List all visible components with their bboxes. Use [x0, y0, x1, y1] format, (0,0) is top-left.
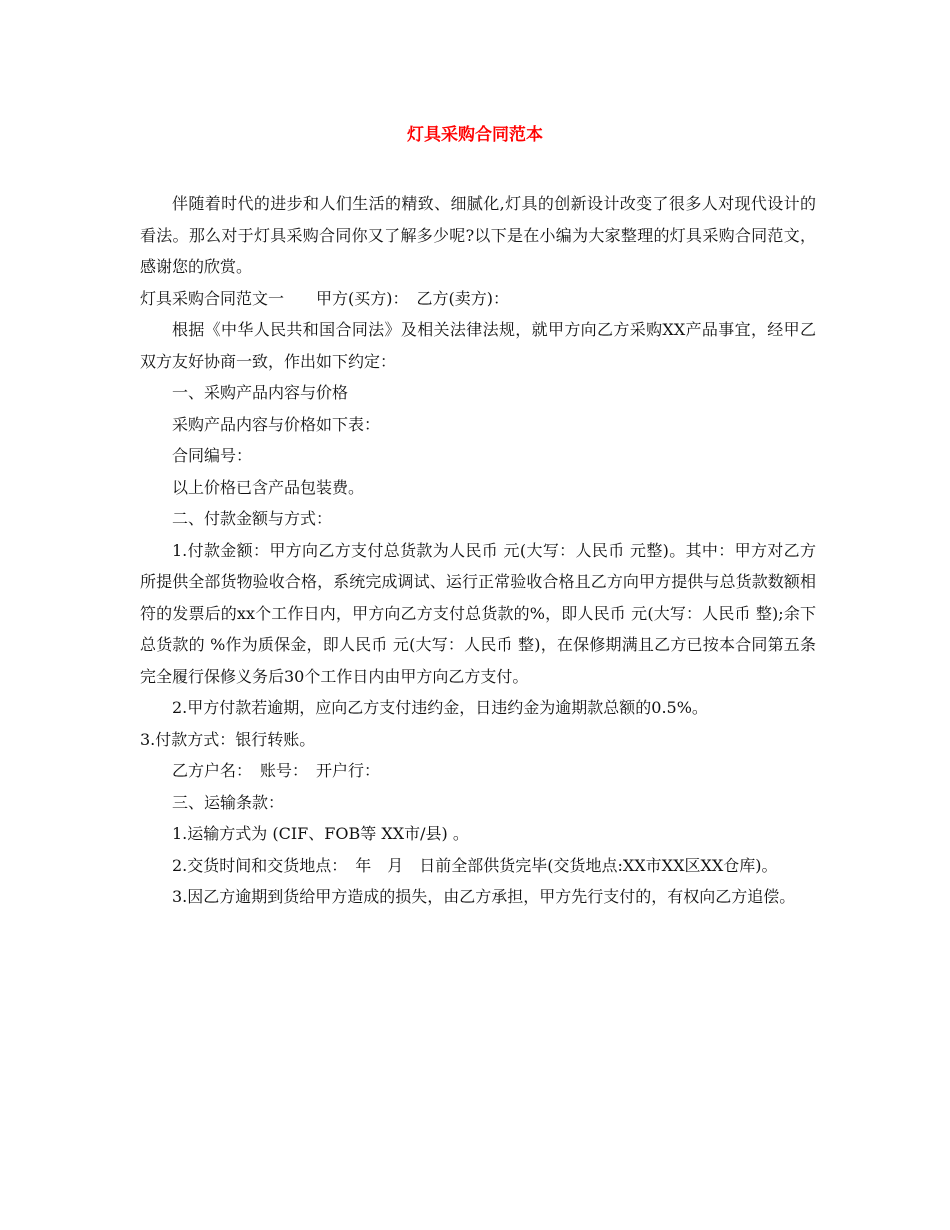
late-payment-clause: 2.甲方付款若逾期，应向乙方支付违约金，日违约金为逾期款总额的0.5%。 — [172, 698, 708, 717]
document-body — [140, 188, 816, 913]
contract-parties-line: 灯具采购合同范文一 甲方(买方)： 乙方(卖方)： — [140, 288, 509, 308]
payment-method-clause: 3.付款方式：银行转账。 — [140, 729, 316, 749]
contract-number-line: 合同编号： — [172, 446, 253, 465]
payment-amount-clause: 1.付款金额：甲方向乙方支付总货款为人民币 元(大写：人民币 元整)。其中：甲方对乙方所提供全部货物验收合格，系统完成调试、运行正常验收合格且乙方向甲方提供与总货款数额相符的发票后的xx个工作日内，甲方向乙方支付总货款的%，即人民币 元(大写：人民币 整);余下总货款的 %作为质保金，即人民币 元(大写：人民币 整)，在保修期满且乙方已按本合同第五条完全履行保修义务后30个工作日内由甲方向乙方支付。 — [140, 540, 816, 686]
bank-account-line: 乙方户名： 账号： 开户行： — [172, 761, 381, 780]
paragraph: 采购产品内容与价格如下表： — [172, 414, 381, 434]
intro-paragraph: 伴随着时代的进步和人们生活的精致、细腻化,灯具的创新设计改变了很多人对现代设计的看法。那么对于灯具采购合同你又了解多少呢?以下是在小编为大家整理的灯具采购合同范文，感谢您的欣赏。 — [140, 194, 816, 276]
transport-method-clause: 1.运输方式为 (CIF、FOB等 XX市/县) 。 — [172, 824, 469, 843]
section-heading: 一、采购产品内容与价格 — [172, 383, 349, 402]
paragraph: 以上价格已含产品包装费。 — [172, 477, 365, 497]
document-title: 灯具采购合同范本 — [407, 125, 543, 145]
section-heading: 三、运输条款： — [172, 792, 285, 812]
preamble-paragraph: 根据《中华人民共和国合同法》及相关法律法规，就甲方向乙方采购XX产品事宜，经甲乙双方友好协商一致，作出如下约定： — [140, 320, 816, 371]
late-delivery-clause: 3.因乙方逾期到货给甲方造成的损失，由乙方承担，甲方先行支付的，有权向乙方追偿。 — [172, 887, 796, 906]
section-heading: 二、付款金额与方式： — [172, 509, 333, 528]
delivery-clause: 2.交货时间和交货地点： 年 月 日前全部供货完毕(交货地点:XX市XX区XX仓库)。 — [172, 855, 778, 875]
